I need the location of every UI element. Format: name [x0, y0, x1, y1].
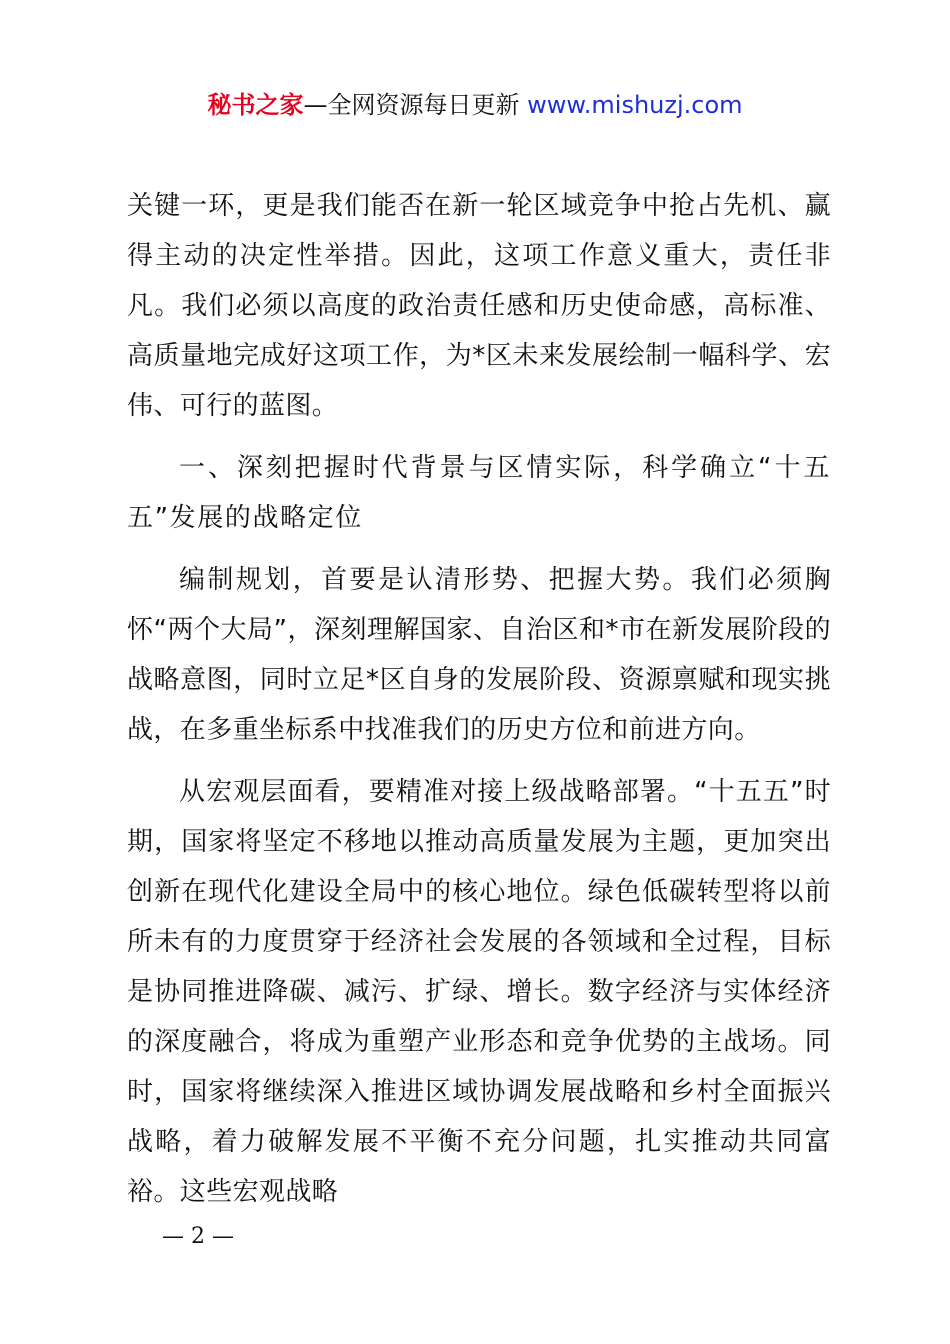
- site-tagline: —全网资源每日更新: [303, 91, 528, 119]
- paragraph: 从宏观层面看，要精准对接上级战略部署。“十五五”时期，国家将坚定不移地以推动高质量发展为主题，更加突出创新在现代化建设全局中的核心地位。绿色低碳转型将以前所未有的力度贯穿于经济社会发展的各领域和全过程，目标是协同推进降碳、减污、扩绿、增长。数字经济与实体经济的深度融合，将成为重塑产业形态和竞争优势的主战场。同时，国家将继续深入推进区域协调发展战略和乡村全面振兴战略，着力破解发展不平衡不充分问题，扎实推动共同富裕。这些宏观战略: [127, 777, 831, 1207]
- section-heading: 一、深刻把握时代背景与区情实际，科学确立“十五五”发展的战略定位: [127, 453, 831, 533]
- page-number: — 2 —: [162, 1224, 234, 1249]
- site-url-link[interactable]: www.mishuzj.com: [527, 91, 743, 119]
- document-body: [127, 181, 831, 1217]
- site-header: [0, 88, 950, 122]
- paragraph-continued: 关键一环，更是我们能否在新一轮区域竞争中抢占先机、赢得主动的决定性举措。因此，这项工作意义重大，责任非凡。我们必须以高度的政治责任感和历史使命感，高标准、高质量地完成好这项工作，为*区未来发展绘制一幅科学、宏伟、可行的蓝图。: [127, 191, 831, 421]
- site-brand: 秘书之家: [207, 91, 304, 119]
- paragraph: 编制规划，首要是认清形势、把握大势。我们必须胸怀“两个大局”，深刻理解国家、自治区和*市在新发展阶段的战略意图，同时立足*区自身的发展阶段、资源禀赋和现实挑战，在多重坐标系中找准我们的历史方位和前进方向。: [127, 565, 831, 745]
